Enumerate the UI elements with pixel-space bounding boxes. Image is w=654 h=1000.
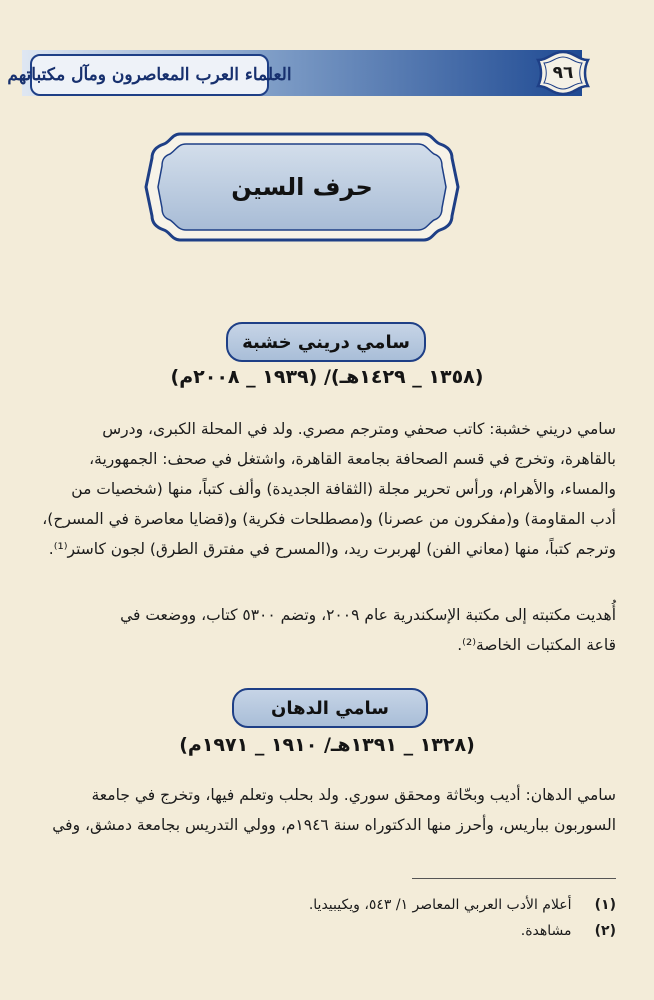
text-line: وترجم كتباً، منها (معاني الفن) لهربرت ريد، و(المسرح في مفترق الطرق) لجون كاستر⁽¹⁾.	[48, 540, 616, 558]
text-line: والمساء، والأهرام، ورأس تحرير مجلة (الثقافة الجديدة) وألف كتباً، منها (شخصيات من	[71, 480, 616, 498]
text-line: أدب المقاومة) و(مفكرون من عصرنا) و(مصطلحات فكرية) و(قضايا معاصرة في المسرح)،	[42, 510, 616, 528]
entry-paragraph	[40, 600, 616, 660]
footnote-number: (١)	[594, 897, 616, 913]
footnote	[40, 892, 616, 918]
entry-name-heading: سامي الدهان	[232, 688, 428, 728]
footnotes	[40, 892, 616, 944]
running-title: العلماء العرب المعاصرون ومآل مكتباتهم	[7, 65, 292, 85]
chapter-cartouche	[140, 128, 464, 246]
entry-name-heading: سامي دريني خشبة	[226, 322, 426, 362]
footnote-number: (٢)	[594, 923, 616, 939]
text-line: سامي الدهان: أديب وبحّاثة ومحقق سوري. ولد بحلب وتعلم فيها، وتخرج في جامعة	[91, 786, 616, 804]
page-number-badge	[534, 50, 592, 96]
text-line: أُهديت مكتبته إلى مكتبة الإسكندرية عام ٢٠٠٩، وتضم ٥٣٠٠ كتاب، ووضعت في	[120, 606, 616, 624]
entry-paragraph	[40, 414, 616, 564]
footnote	[40, 918, 616, 944]
entry-dates: (١٣٢٨ _ ١٣٩١هـ/ ١٩١٠ _ ١٩٧١م)	[179, 734, 475, 756]
chapter-title: حرف السين	[231, 173, 373, 201]
footnote-text: أعلام الأدب العربي المعاصر ١/ ٥٤٣، ويكيبيديا.	[308, 897, 572, 913]
text-line: السوربون بباريس، وأحرز منها الدكتوراه سنة ١٩٤٦م، وولي التدريس بجامعة دمشق، وفي	[52, 816, 616, 834]
entry-paragraph	[40, 780, 616, 840]
entry-dates: (١٣٥٨ _ ١٤٢٩هـ)/ (١٩٣٩ _ ٢٠٠٨م)	[170, 366, 484, 388]
footnote-divider	[412, 878, 616, 879]
footnote-text: مشاهدة.	[520, 923, 572, 939]
text-line: بالقاهرة، وتخرج في قسم الصحافة بجامعة القاهرة، واشتغل في صحف: الجمهورية،	[89, 450, 616, 468]
page-number: ٩٦	[552, 63, 574, 83]
header-cartouche	[7, 54, 292, 96]
text-line: سامي دريني خشبة: كاتب صحفي ومترجم مصري. ولد في المحلة الكبرى، ودرس	[102, 420, 616, 438]
text-line: قاعة المكتبات الخاصة⁽²⁾.	[457, 636, 616, 654]
